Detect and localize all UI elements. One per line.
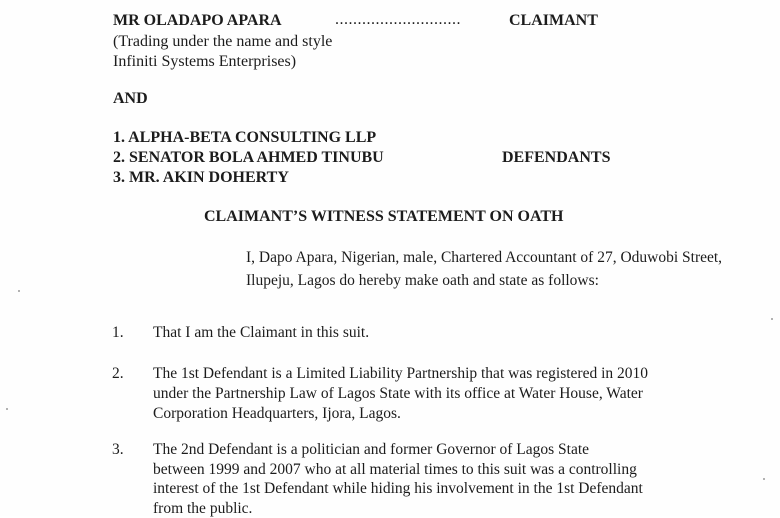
claimant-name: MR OLADAPO APARA	[113, 12, 282, 29]
paragraph-line: Corporation Headquarters, Ijora, Lagos.	[153, 405, 401, 422]
paragraph-line: between 1999 and 2007 who at all material times to this suit was a controlling	[153, 461, 637, 478]
intro-line: I, Dapo Apara, Nigerian, male, Chartered Accountant of 27, Oduwobi Street,	[246, 249, 723, 266]
paragraph-line: That I am the Claimant in this suit.	[153, 324, 370, 341]
paragraph-line: The 1st Defendant is a Limited Liability Partnership that was registered in 2010	[153, 365, 649, 382]
paragraph-line: interest of the 1st Defendant while hiding his involvement in the 1st Defendant	[153, 480, 643, 497]
scan-speck	[771, 318, 773, 320]
scan-speck	[6, 408, 8, 410]
scan-speck	[18, 290, 20, 292]
claimant-trading-line-1: (Trading under the name and style	[113, 33, 333, 50]
paragraph-number: 3.	[112, 441, 124, 458]
defendant-item: 3. MR. AKIN DOHERTY	[113, 169, 289, 186]
claimant-role-label: CLAIMANT	[509, 12, 598, 29]
claimant-dots: ............................	[335, 11, 461, 28]
statement-title: CLAIMANT’S WITNESS STATEMENT ON OATH	[204, 208, 564, 225]
claimant-trading-line-2: Infiniti Systems Enterprises)	[113, 53, 297, 70]
and-label: AND	[113, 90, 148, 107]
defendants-role-label: DEFENDANTS	[502, 149, 611, 166]
defendant-item: 1. ALPHA-BETA CONSULTING LLP	[113, 129, 377, 146]
scan-speck	[763, 478, 765, 480]
paragraph-number: 2.	[112, 365, 124, 382]
paragraph-line: from the public.	[153, 500, 253, 517]
paragraph-line: The 2nd Defendant is a politician and former Governor of Lagos State	[153, 441, 590, 458]
paragraph-line: under the Partnership Law of Lagos State with its office at Water House, Water	[153, 385, 643, 402]
paragraph-number: 1.	[112, 324, 124, 341]
defendant-item: 2. SENATOR BOLA AHMED TINUBU	[113, 149, 384, 166]
intro-line: Ilupeju, Lagos do hereby make oath and state as follows:	[246, 272, 599, 289]
